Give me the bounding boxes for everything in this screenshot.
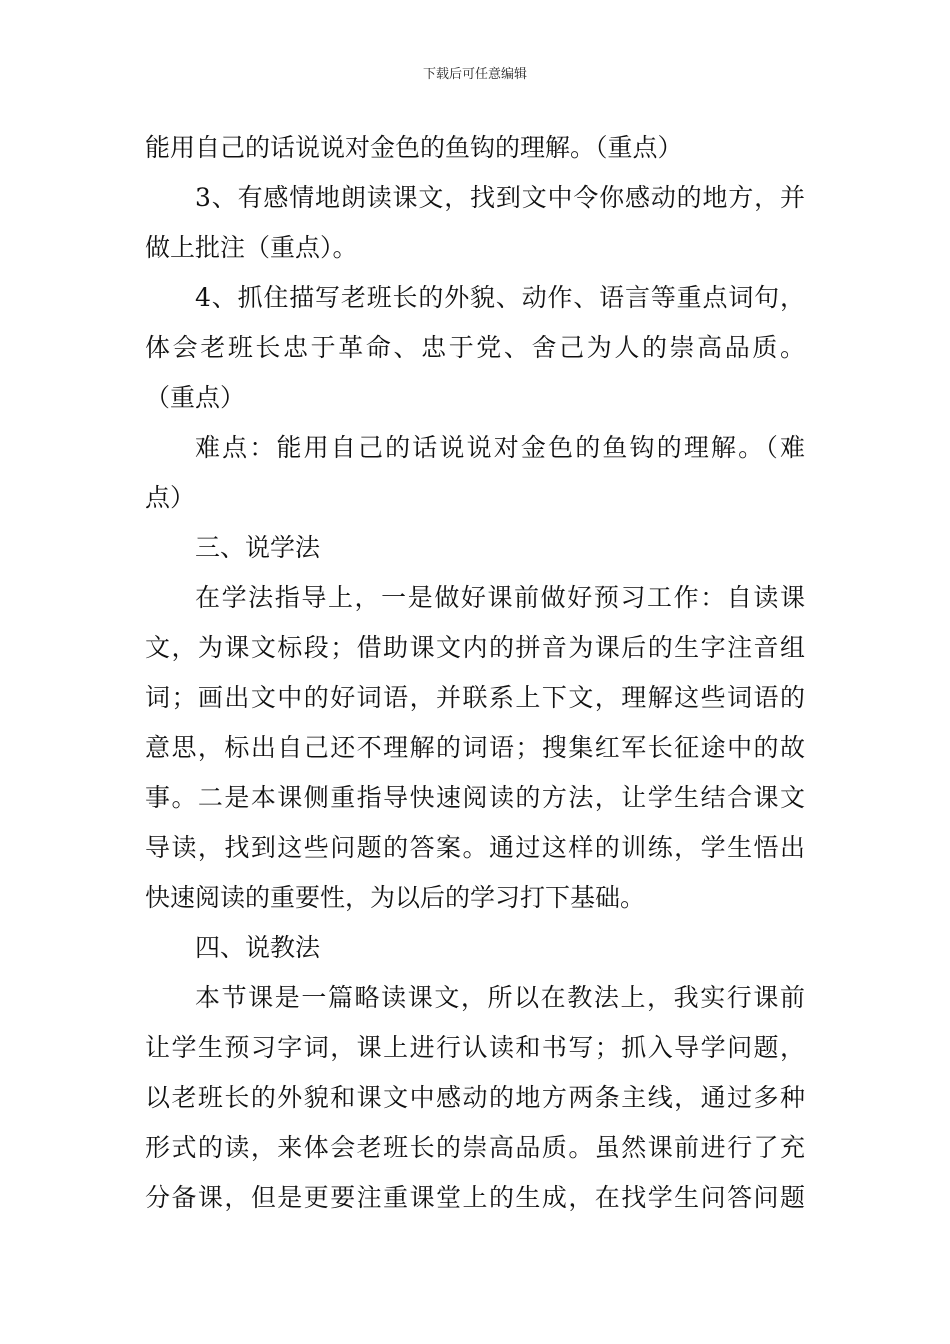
text-line: 以老班长的外貌和课文中感动的地方两条主线，通过多种 [145, 1083, 805, 1112]
page-header: 下载后可任意编辑 [422, 67, 527, 82]
text-line: 导读，找到这些问题的答案。通过这样的训练，学生悟出 [145, 833, 805, 862]
text-line: 能用自己的话说说对金色的鱼钩的理解。（重点） [145, 133, 683, 162]
text-line: 体会老班长忠于革命、忠于党、舍己为人的崇高品质。 [145, 333, 805, 362]
text-line: 词；画出文中的好词语，并联系上下文，理解这些词语的 [145, 683, 805, 712]
text-line: 意思，标出自己还不理解的词语；搜集红军长征途中的故 [145, 733, 805, 762]
text-line: 快速阅读的重要性，为以后的学习打下基础。 [145, 883, 646, 912]
text-line: 文，为课文标段；借助课文内的拼音为课后的生字注音组 [145, 633, 805, 662]
text-line: 3、有感情地朗读课文，找到文中令你感动的地方，并 [195, 183, 805, 212]
section-heading: 三、说学法 [195, 533, 321, 562]
text-line: 难点：能用自己的话说说对金色的鱼钩的理解。（难 [195, 433, 805, 462]
text-line: 分备课，但是更要注重课堂上的生成，在找学生问答问题 [145, 1183, 805, 1212]
text-line: 事。二是本课侧重指导快速阅读的方法，让学生结合课文 [145, 783, 805, 812]
text-line: 在学法指导上，一是做好课前做好预习工作：自读课 [195, 583, 805, 612]
text-line: （重点） [145, 383, 246, 412]
text-line: 做上批注（重点）。 [145, 233, 358, 262]
section-heading: 四、说教法 [195, 933, 321, 962]
text-line: 本节课是一篇略读课文，所以在教法上，我实行课前 [195, 983, 805, 1012]
text-line: 点） [145, 483, 196, 512]
text-line: 4、抓住描写老班长的外貌、动作、语言等重点词句， [195, 283, 805, 312]
text-line: 让学生预习字词，课上进行认读和书写；抓入导学问题， [145, 1033, 805, 1062]
text-line: 形式的读，来体会老班长的崇高品质。虽然课前进行了充 [145, 1133, 805, 1162]
